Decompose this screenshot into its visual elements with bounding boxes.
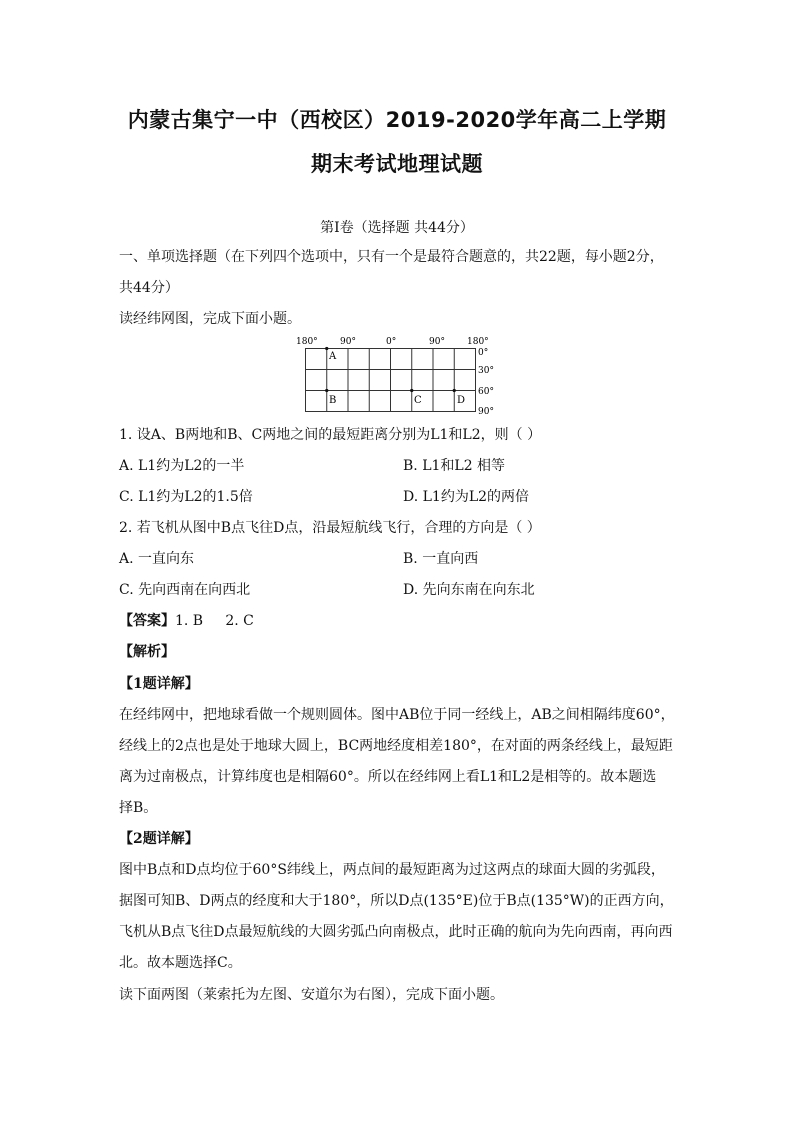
lon-label-90-left: 90°: [340, 337, 356, 347]
detail1-line: 择B。: [119, 800, 158, 816]
detail2-line: 北。故本题选择C。: [119, 955, 242, 971]
q1-option-d: D. L1约为L2的两倍: [403, 489, 530, 505]
q2-option-a: A. 一直向东: [119, 551, 195, 567]
point-c-marker: [410, 389, 413, 392]
instructions-line1: 一、单项选择题（在下列四个选项中，只有一个是最符合题意的，共22题，每小题2分，: [119, 249, 664, 265]
q2-option-b: B. 一直向西: [403, 551, 479, 567]
doc-title-line2: 期末考试地理试题: [311, 152, 483, 176]
lat-label-60: 60°: [478, 387, 494, 397]
q1-option-c: C. L1约为L2的1.5倍: [119, 489, 253, 505]
lon-label-90-right: 90°: [429, 337, 445, 347]
lon-label-180-left: 180°: [296, 337, 318, 347]
q1-option-a: A. L1约为L2的一半: [119, 458, 245, 474]
lat-lon-grid-figure: [290, 334, 505, 418]
detail2-line: 据图可知B、D两点的经度和大于180°，所以D点(135°E)位于B点(135°W)的正西方向，: [119, 893, 674, 909]
lat-label-90: 90°: [478, 407, 494, 417]
lon-label-0: 0°: [386, 337, 397, 347]
section-heading: 第Ⅰ卷（选择题 共44分）: [320, 220, 474, 236]
q2-stem: 2. 若飞机从图中B点飞往D点，沿最短航线飞行，合理的方向是（ ）: [119, 520, 541, 536]
point-a-marker: [325, 347, 328, 350]
intro-text: 读经纬网图，完成下面小题。: [119, 311, 301, 327]
lat-label-0: 0°: [478, 348, 489, 358]
instructions-line2: 共44分）: [119, 280, 179, 296]
q1-option-b: B. L1和L2 相等: [403, 458, 506, 474]
detail1-heading: 【1题详解】: [119, 676, 199, 692]
doc-title-line1: 内蒙古集宁一中（西校区）2019-2020学年高二上学期: [127, 108, 667, 132]
lon-label-180-right: 180°: [467, 337, 489, 347]
q2-option-d: D. 先向东南在向东北: [403, 582, 535, 598]
answer-line: [119, 611, 254, 631]
detail1-line: 经线上的2点也是处于地球大圆上，BC两地经度相差180°，在对面的两条经线上，最短距: [119, 738, 673, 754]
detail2-line: 飞机从B点飞往D点最短航线的大圆劣弧凸向南极点，此时正确的航向为先向西南，再向西: [119, 924, 673, 940]
next-intro-text: 读下面两图（莱索托为左图、安道尔为右图），完成下面小题。: [119, 987, 504, 1003]
analysis-label: 【解析】: [119, 644, 175, 660]
q1-stem: 1. 设A、B两地和B、C两地之间的最短距离分别为L1和L2，则（ ）: [119, 427, 542, 443]
point-d-marker: [453, 389, 456, 392]
detail2-heading: 【2题详解】: [119, 831, 199, 847]
point-b-marker: [325, 389, 328, 392]
detail1-line: 在经纬网中，把地球看做一个规则圆体。图中AB位于同一经线上，AB之间相隔纬度60°，: [119, 707, 675, 723]
point-c-label: C: [414, 395, 422, 406]
point-d-label: D: [457, 395, 466, 406]
point-a-label: A: [329, 351, 337, 362]
answer-label: 【答案】: [119, 613, 175, 629]
point-b-label: B: [329, 395, 337, 406]
q2-option-c: C. 先向西南在向西北: [119, 582, 251, 598]
detail1-line: 离为过南极点，计算纬度也是相隔60°。所以在经纬网上看L1和L2是相等的。故本题选: [119, 769, 657, 785]
detail2-line: 图中B点和D点均位于60°S纬线上，两点间的最短距离为过这两点的球面大圆的劣弧段，: [119, 862, 665, 878]
answer-text: 1. B 2. C: [175, 613, 254, 629]
lat-label-30: 30°: [478, 366, 494, 376]
